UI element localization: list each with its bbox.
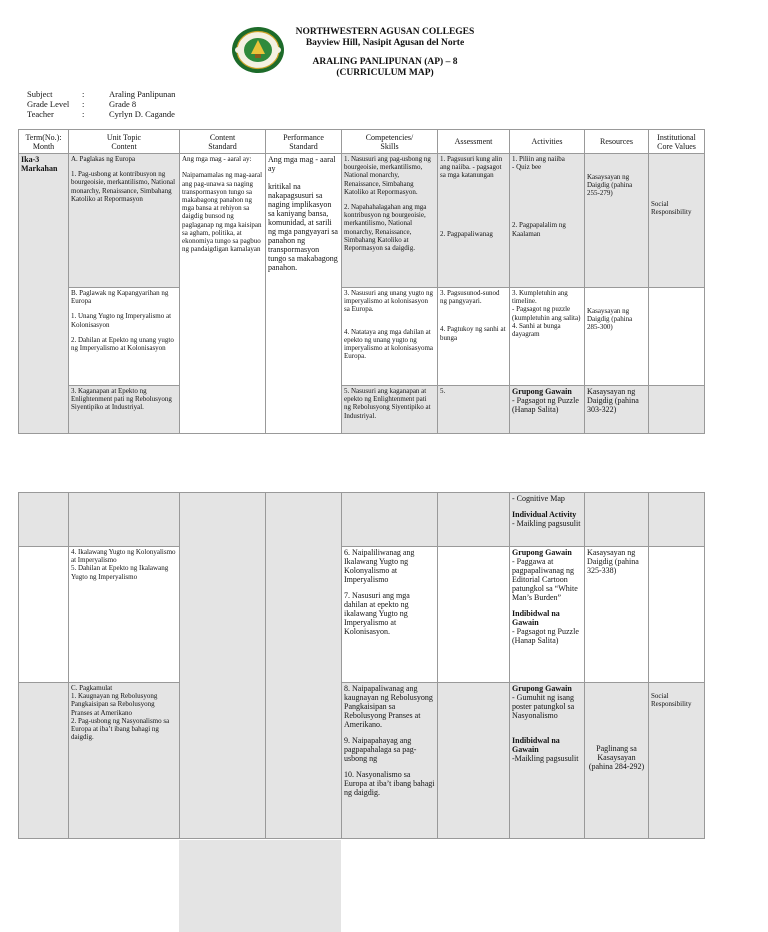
assessment-item: 1. Pagsusuri kung alin ang naiiba. - pagsagot sa mga katanungan bbox=[440, 155, 503, 180]
assessment-cell bbox=[438, 547, 510, 683]
teacher-value: Cyrlyn D. Cagande bbox=[109, 109, 175, 119]
colon: : bbox=[82, 89, 85, 99]
core-value-cell bbox=[649, 493, 705, 547]
colon: : bbox=[82, 99, 85, 109]
competency-cell bbox=[342, 288, 438, 386]
topic-heading: A. Paglakas ng Europa bbox=[71, 155, 136, 163]
subject-value: Araling Panlipunan bbox=[109, 89, 176, 99]
resource-item: Kasaysayan ng Daigdig (pahina 255-279) bbox=[587, 173, 633, 198]
topic-item: 1. Unang Yugto ng Imperyalismo at Kolonisasyon bbox=[71, 312, 172, 329]
col-core-values: Institutional Core Values bbox=[649, 130, 705, 154]
activity-item: - Pagsagot ng Puzzle (Hanap Salita) bbox=[512, 627, 579, 645]
activity-cell bbox=[510, 154, 585, 288]
col-term: Term(No.): Month bbox=[19, 130, 69, 154]
topic-cell: 3. Kaganapan at Epekto ng Enlightenment pati ng Rebolusyong Siyentipiko at Industriyal. bbox=[69, 386, 180, 434]
core-value-item: Social Responsibility bbox=[651, 200, 692, 217]
competency-cell: 5. Nasusuri ang kaganapan at epekto ng Enlightenment pati ng Rebolusyong Siyentipiko at Industriyal. bbox=[342, 386, 438, 434]
curriculum-table-1 bbox=[18, 129, 705, 434]
assessment-item: 4. Pagtukoy ng sanhi at bunga bbox=[440, 325, 506, 342]
activity-heading: Grupong Gawain bbox=[512, 387, 572, 396]
term-cell bbox=[19, 683, 69, 839]
term-cell bbox=[19, 547, 69, 683]
activity-heading: Grupong Gawain bbox=[512, 684, 572, 693]
core-value-cell bbox=[649, 683, 705, 839]
term-cell bbox=[19, 493, 69, 547]
resource-cell: Kasaysayan ng Daigdig (pahina 325-338) bbox=[585, 547, 649, 683]
topic-item: 2. Dahilan at Epekto ng unang yugto ng Imperyalismo at Kolonisasyon bbox=[71, 335, 174, 353]
topic-cell bbox=[69, 493, 180, 547]
assessment-item: 3. Pagsusunod-sunod ng pangyayari. bbox=[440, 289, 500, 306]
competency-cell bbox=[342, 683, 438, 839]
core-value-cell bbox=[649, 386, 705, 434]
topic-cell bbox=[69, 154, 180, 288]
activity-cell bbox=[510, 683, 585, 839]
topic-item: 1. Pag-usbong at kontribusyon ng bourgeoisie, merkantilismo, National monarchy, Renaissance, Simbahang Katoliko at Repormasyon bbox=[71, 170, 176, 203]
col-activities: Activities bbox=[510, 130, 585, 154]
header-row bbox=[19, 130, 705, 154]
competency-item: 7. Nasusuri ang mga dahilan at epekto ng ikalawang Yugto ng Imperyalismo at Kolonisasyon. bbox=[344, 591, 410, 636]
term-cell: Ika-3 Markahan bbox=[19, 154, 69, 434]
assessment-cell: 5. bbox=[438, 386, 510, 434]
activity-item: - Gumuhit ng isang poster patungkol sa Nasyonalismo bbox=[512, 693, 575, 720]
resource-cell bbox=[585, 683, 649, 839]
competency-item: 3. Nasusuri ang unang yugto ng imperyalismo at kolonisasyon sa Europa. bbox=[344, 289, 434, 314]
col-resources: Resources bbox=[585, 130, 649, 154]
document-title: ARALING PANLIPUNAN (AP) – 8 bbox=[312, 57, 458, 67]
performance-standard-cell: Ang mga mag - aaral ay kritikal na nakapagsusuri sa naging implikasyon sa kaniyang bansa, komunidad, at sarili ng mga pangyayari sa panahon ng transpormasyon tungo sa makabagong panahon. bbox=[266, 154, 342, 434]
activity-item: -Maikling pagsusulit bbox=[512, 754, 579, 763]
topic-cell bbox=[69, 288, 180, 386]
activity-heading: Grupong Gawain bbox=[512, 548, 572, 557]
activity-item: - Paggawa at pagpapaliwanag ng Editorial Cartoon patungkol sa “White Man’s Burden” bbox=[512, 557, 578, 602]
core-value-cell bbox=[649, 547, 705, 683]
competency-item: 6. Naipaliliwanag ang Ikalawang Yugto ng Kolonyalismo at Imperyalismo bbox=[344, 548, 415, 584]
activity-cell bbox=[510, 493, 585, 547]
competency-item: 8. Naipapaliwanag ang kaugnayan ng Rebolusyong Pangkaisipan sa Rebolusyong Pranses at Amerikano. bbox=[344, 684, 433, 729]
activity-item: - Cognitive Map bbox=[512, 494, 565, 503]
competency-cell bbox=[342, 547, 438, 683]
resource-cell bbox=[585, 288, 649, 386]
assessment-cell bbox=[438, 493, 510, 547]
topic-cell: 4. Ikalawang Yugto ng Kolonyalismo at Imperyalismo 5. Dahilan at Epekto ng Ikalawang Yugto ng Imperyalismo bbox=[69, 547, 180, 683]
competency-item: 4. Natataya ang mga dahilan at epekto ng unang yugto ng imperyalismo at kolonisasyoma Europa. bbox=[344, 327, 434, 361]
activity-cell bbox=[510, 547, 585, 683]
topic-heading: B. Paglawak ng Kapangyarihan ng Europa bbox=[71, 289, 169, 306]
core-value-cell bbox=[649, 288, 705, 386]
resource-cell: Kasaysayan ng Daigdig (pahina 303-322) bbox=[585, 386, 649, 434]
content-standard-cell bbox=[180, 493, 266, 839]
activity-item: - Maikling pagsusulit bbox=[512, 519, 581, 528]
core-value-item: Social Responsibility bbox=[651, 692, 692, 709]
competency-item: 10. Nasyonalismo sa Europa at iba’t ibang bahagi ng daigdig. bbox=[344, 770, 435, 797]
competency-item: 9. Naipapahayag ang pagpapahalaga sa pag-usbong ng bbox=[344, 736, 417, 763]
competency-cell bbox=[342, 154, 438, 288]
subject-label: Subject bbox=[27, 89, 53, 99]
assessment-cell bbox=[438, 154, 510, 288]
table-row bbox=[19, 154, 705, 288]
col-content-standard: Content Standard bbox=[180, 130, 266, 154]
assessment-cell bbox=[438, 683, 510, 839]
resource-cell bbox=[585, 493, 649, 547]
resource-cell bbox=[585, 154, 649, 288]
activity-item: 2. Pagpapalalim ng Kaalaman bbox=[512, 221, 566, 238]
assessment-item: 2. Pagpapaliwanag bbox=[440, 229, 493, 238]
content-standard-cell: Ang mga mag - aaral ay: Naipamamalas ng mag-aaral ang pag-unawa sa naging transpormasyon tungo sa makabagong panahon ng mga bansa at rehiyon sa daigdig bunsod ng paglaganap ng mga kaisipan sa agham, politika, at ekonomiya tungo sa pagbuo ng pandaigdigan kamalayan bbox=[180, 154, 266, 434]
activity-item: 1. Piliin ang naiiba - Quiz bee bbox=[512, 155, 565, 172]
table-row bbox=[19, 493, 705, 547]
curriculum-table-2 bbox=[18, 492, 705, 839]
competency-item: 1. Nasusuri ang pag-usbong ng bourgeoisie, merkantilismo, National monarchy, Renaissance, Simbahang Katoliko at Repormasyon. bbox=[344, 155, 431, 196]
col-assessment: Assessment bbox=[438, 130, 510, 154]
activity-cell bbox=[510, 386, 585, 434]
document-subtitle: (CURRICULUM MAP) bbox=[336, 68, 434, 78]
grade-value: Grade 8 bbox=[109, 99, 137, 109]
table-row bbox=[19, 683, 705, 839]
activity-heading: Indibidwal na Gawain bbox=[512, 736, 560, 754]
performance-standard-cell bbox=[266, 493, 342, 839]
activity-heading: Individual Activity bbox=[512, 510, 577, 519]
competency-item: 2. Napahahalagahan ang mga kontribusyon ng bourgeoisie, merkantilismo, National monarchy, Renaissance, Simbahang Katoliko at Repormasyon sa daigdig. bbox=[344, 203, 427, 253]
topic-cell: C. Pagkamulat 1. Kaugnayan ng Rebolusyong Pangkaisipan sa Rebolusyong Pranses at Amerikano 2. Pag-usbong ng Nasyonalismo sa Europa at iba’t ibang bahagi ng daigdig. bbox=[69, 683, 180, 839]
activity-item: - Pagsagot ng Puzzle (Hanap Salita) bbox=[512, 396, 579, 414]
assessment-cell bbox=[438, 288, 510, 386]
competency-cell bbox=[342, 493, 438, 547]
table-row bbox=[19, 288, 705, 386]
table-row bbox=[19, 386, 705, 434]
col-unit-topic: Unit Topic Content bbox=[69, 130, 180, 154]
table-overflow-shading bbox=[179, 840, 341, 932]
resource-item: Kasaysayan ng Daigdig (pahina 285-300) bbox=[587, 307, 633, 332]
core-value-cell bbox=[649, 154, 705, 288]
school-name: NORTHWESTERN AGUSAN COLLEGES bbox=[295, 27, 475, 37]
grade-label: Grade Level bbox=[27, 99, 70, 109]
col-competencies: Competencies/ Skills bbox=[342, 130, 438, 154]
activity-heading: Indibidwal na Gawain bbox=[512, 609, 560, 627]
col-performance-standard: Performance Standard bbox=[266, 130, 342, 154]
table-row bbox=[19, 547, 705, 683]
colon: : bbox=[82, 109, 85, 119]
activity-cell: 3. Kumpletuhin ang timeline. - Pagsagot ng puzzle (kumpletuhin ang salita) 4. Sanhi at bunga dayagram bbox=[510, 288, 585, 386]
school-address: Bayview Hill, Nasipit Agusan del Norte bbox=[305, 38, 465, 48]
resource-item: Paglinang sa Kasaysayan (pahina 284-292) bbox=[588, 744, 645, 771]
teacher-label: Teacher bbox=[27, 109, 54, 119]
